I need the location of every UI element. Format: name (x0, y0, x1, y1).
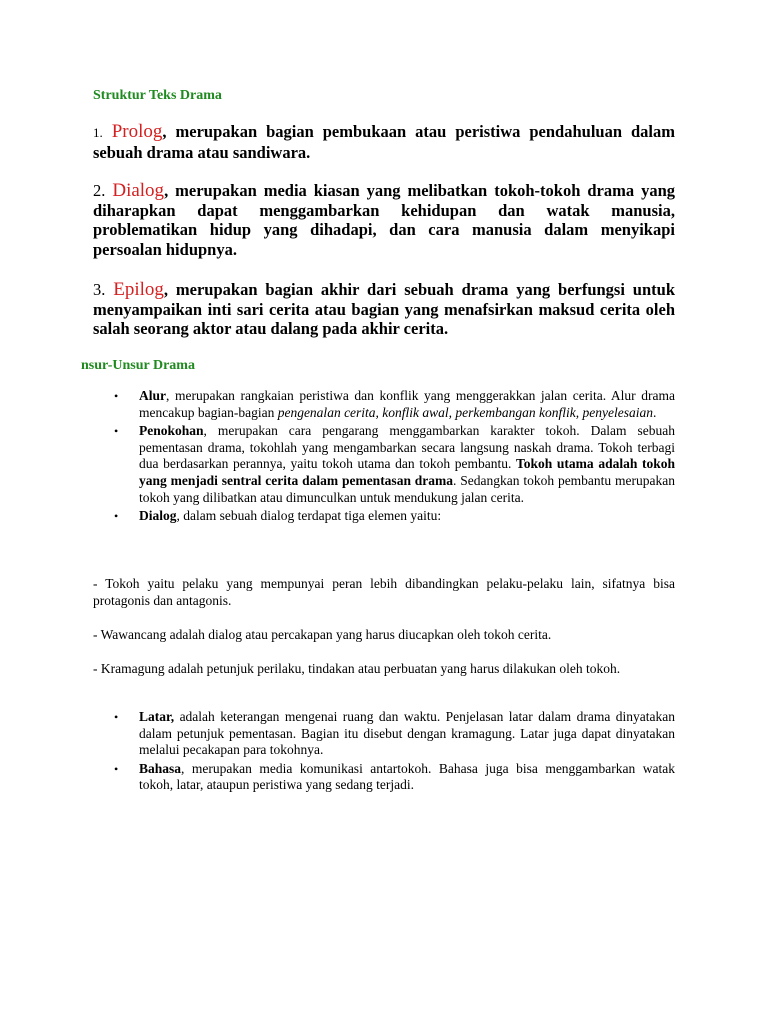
list-item-latar (114, 709, 675, 759)
heading-struktur-teks-drama: Struktur Teks Drama (93, 88, 222, 103)
item-text: , merupakan media komunikasi antartokoh. Bahasa juga bisa menggambarkan watak tokoh, latar, ataupun peristiwa yang sedang terjadi. (139, 760, 675, 793)
section-epilog (93, 280, 675, 339)
item-text: . (652, 404, 657, 420)
item-text: , merupakan cara pengarang menggambarkan karakter tokoh. Dalam sebuah pementasan drama, tokohlah yang mengambarkan secara langsung naskah drama. Tokoh terbagi dua berdasarkan perannya, yaitu tokoh utama dan tokoh pembantu. (139, 423, 675, 472)
item-text: , dalam sebuah dialog terdapat tiga elemen yaitu: (176, 508, 442, 524)
section-dialog (93, 181, 675, 259)
term-dialog: Dialog (139, 508, 177, 524)
term-bahasa: Bahasa (139, 760, 182, 776)
keyword-epilog: Epilog (113, 279, 164, 300)
item-text: , merupakan rangkaian peristiwa dan konflik yang menggerakkan jalan cerita. Alur drama mencakup bagian-bagian (139, 388, 675, 420)
section-number: 2. (93, 181, 106, 200)
section-prolog (93, 122, 675, 162)
bullet-icon: • (114, 761, 119, 776)
term-penokohan: Penokohan (139, 423, 204, 439)
item-text: adalah keterangan mengenai ruang dan waktu. Penjelasan latar dalam drama dinyatakan dalam petunjuk pementasan. Bagian itu disebut dengan kramagung. Latar juga dapat dinyatakan melalui pecakapan para tokohnya. (139, 709, 675, 758)
section-text: , merupakan bagian pembukaan atau peristiwa pendahuluan dalam sebuah drama atau sandiwara. (93, 122, 675, 162)
section-text: , merupakan bagian akhir dari sebuah drama yang berfungsi untuk menyampaikan inti sari cerita atau bagian yang menafsirkan maksud cerita oleh salah seorang aktor atau dalang pada akhir cerita. (93, 280, 676, 338)
item-bold: Tokoh utama adalah tokoh yang menjadi sentral cerita dalam pementasan drama (139, 456, 675, 488)
list-item-bahasa (114, 760, 675, 794)
section-number: 1. (93, 125, 103, 140)
dialog-element-wawancang: - Wawancang adalah dialog atau percakapan yang harus diucapkan oleh tokoh cerita. (93, 627, 552, 642)
bullet-icon: • (114, 710, 119, 724)
term-alur: Alur (139, 388, 166, 403)
dialog-element-tokoh: - Tokoh yaitu pelaku yang mempunyai peran lebih dibandingkan pelaku-pelaku lain, sifatnya bisa protagonis dan antagonis. (93, 576, 675, 608)
term-latar: Latar, (139, 709, 175, 724)
section-number: 3. (93, 280, 106, 299)
dialog-element-kramagung: - Kramagung adalah petunjuk perilaku, tindakan atau perbuatan yang harus dilakukan oleh tokoh. (93, 661, 621, 676)
list-item-dialog (114, 508, 675, 525)
item-italic: pengenalan cerita, konflik awal, perkembangan konflik, penyelesaian (277, 404, 653, 420)
keyword-prolog: Prolog (111, 121, 163, 142)
unsur-list (114, 388, 675, 527)
section-text: , merupakan media kiasan yang melibatkan tokoh-tokoh drama yang diharapkan dapat menggambarkan kehidupan dan watak manusia, problematikan hidup yang dihadapi, dan cara manusia dalam menyikapi persoalan hidupnya. (93, 181, 675, 259)
bullet-icon: • (114, 424, 119, 439)
unsur-list-continued (114, 709, 675, 796)
bullet-icon: • (114, 389, 119, 403)
item-text: . Sedangkan tokoh pembantu merupakan tokoh yang dilibatkan atau dimunculkan untuk mendukung jalan cerita. (139, 472, 675, 505)
bullet-icon: • (114, 509, 119, 524)
heading-unsur-drama: nsur-Unsur Drama (81, 358, 195, 373)
list-item-alur (114, 388, 675, 421)
keyword-dialog: Dialog (112, 180, 165, 201)
list-item-penokohan (114, 423, 675, 506)
